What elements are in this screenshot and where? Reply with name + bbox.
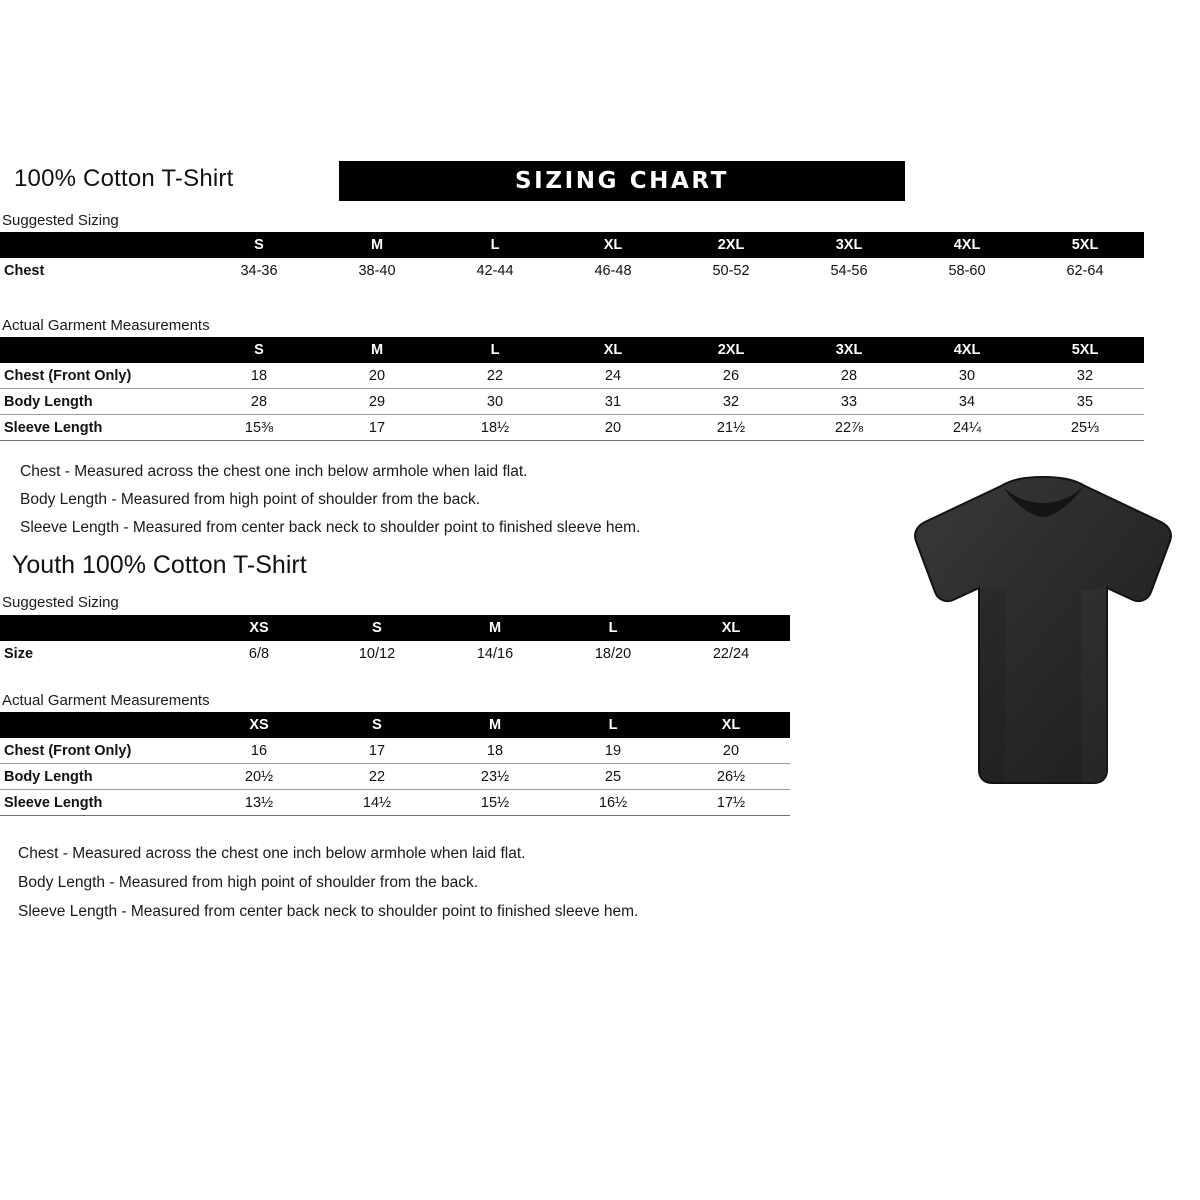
row-label: Chest (Front Only) — [0, 363, 200, 389]
adult-suggested-label: Suggested Sizing — [2, 212, 119, 229]
cell: 22⅞ — [790, 415, 908, 441]
col-head-0 — [0, 337, 200, 363]
cell: 14/16 — [436, 641, 554, 666]
adult-suggested-table — [0, 232, 1144, 283]
cell: 54-56 — [790, 258, 908, 283]
table-row — [0, 389, 1144, 415]
cell: 20 — [554, 415, 672, 441]
col-head-5: XL — [672, 615, 790, 641]
table-header-row — [0, 712, 790, 738]
row-label: Chest (Front Only) — [0, 738, 200, 764]
cell: 10/12 — [318, 641, 436, 666]
col-head-4: XL — [554, 337, 672, 363]
col-head-2: M — [318, 232, 436, 258]
adult-note-body-length: Body Length - Measured from high point of shoulder from the back. — [20, 491, 481, 508]
col-head-3: M — [436, 615, 554, 641]
youth-actual-table — [0, 712, 790, 816]
row-label: Body Length — [0, 764, 200, 790]
table-row — [0, 790, 790, 816]
cell: 18/20 — [554, 641, 672, 666]
col-head-5: 2XL — [672, 337, 790, 363]
col-head-3: L — [436, 232, 554, 258]
col-head-2: M — [318, 337, 436, 363]
col-head-5: 2XL — [672, 232, 790, 258]
cell: 24¼ — [908, 415, 1026, 441]
youth-actual-label: Actual Garment Measurements — [2, 692, 210, 709]
sizing-chart-banner — [339, 161, 905, 201]
col-head-0 — [0, 712, 200, 738]
youth-note-body-length: Body Length - Measured from high point of shoulder from the back. — [18, 874, 479, 891]
table-row — [0, 641, 790, 666]
col-head-4: XL — [554, 232, 672, 258]
cell: 17 — [318, 738, 436, 764]
cell: 22 — [436, 363, 554, 389]
col-head-2: S — [318, 712, 436, 738]
adult-note-chest: Chest - Measured across the chest one inch below armhole when laid flat. — [20, 463, 528, 480]
cell: 26½ — [672, 764, 790, 790]
cell: 21½ — [672, 415, 790, 441]
table-row — [0, 764, 790, 790]
cell: 32 — [1026, 363, 1144, 389]
cell: 24 — [554, 363, 672, 389]
adult-section-title: 100% Cotton T-Shirt — [14, 165, 234, 192]
table-row — [0, 738, 790, 764]
youth-note-sleeve-length: Sleeve Length - Measured from center back neck to shoulder point to finished sleeve hem. — [18, 903, 639, 920]
col-head-1: S — [200, 337, 318, 363]
col-head-7: 4XL — [908, 232, 1026, 258]
col-head-6: 3XL — [790, 232, 908, 258]
cell: 50-52 — [672, 258, 790, 283]
col-head-2: S — [318, 615, 436, 641]
table-row — [0, 415, 1144, 441]
col-head-1: XS — [200, 615, 318, 641]
cell: 20 — [318, 363, 436, 389]
cell: 15⅜ — [200, 415, 318, 441]
cell: 58-60 — [908, 258, 1026, 283]
cell: 18 — [200, 363, 318, 389]
row-label: Size — [0, 641, 200, 666]
col-head-3: L — [436, 337, 554, 363]
table-header-row — [0, 337, 1144, 363]
cell: 46-48 — [554, 258, 672, 283]
youth-section-title: Youth 100% Cotton T-Shirt — [12, 551, 307, 579]
cell: 17½ — [672, 790, 790, 816]
cell: 42-44 — [436, 258, 554, 283]
cell: 28 — [200, 389, 318, 415]
cell: 23½ — [436, 764, 554, 790]
cell: 13½ — [200, 790, 318, 816]
sizing-chart-banner-label: SIZING CHART — [515, 168, 729, 194]
tshirt-icon — [893, 470, 1193, 810]
cell: 26 — [672, 363, 790, 389]
table-header-row — [0, 232, 1144, 258]
cell: 30 — [436, 389, 554, 415]
cell: 18½ — [436, 415, 554, 441]
cell: 38-40 — [318, 258, 436, 283]
cell: 28 — [790, 363, 908, 389]
row-label: Sleeve Length — [0, 790, 200, 816]
adult-actual-label: Actual Garment Measurements — [2, 317, 210, 334]
cell: 62-64 — [1026, 258, 1144, 283]
cell: 34 — [908, 389, 1026, 415]
cell: 16 — [200, 738, 318, 764]
youth-suggested-label: Suggested Sizing — [2, 594, 119, 611]
col-head-4: L — [554, 615, 672, 641]
cell: 29 — [318, 389, 436, 415]
cell: 20½ — [200, 764, 318, 790]
cell: 22 — [318, 764, 436, 790]
table-row — [0, 258, 1144, 283]
cell: 15½ — [436, 790, 554, 816]
adult-actual-table — [0, 337, 1144, 441]
table-row — [0, 363, 1144, 389]
col-head-1: S — [200, 232, 318, 258]
col-head-4: L — [554, 712, 672, 738]
cell: 17 — [318, 415, 436, 441]
cell: 18 — [436, 738, 554, 764]
cell: 19 — [554, 738, 672, 764]
col-head-5: XL — [672, 712, 790, 738]
col-head-1: XS — [200, 712, 318, 738]
col-head-8: 5XL — [1026, 337, 1144, 363]
col-head-8: 5XL — [1026, 232, 1144, 258]
col-head-6: 3XL — [790, 337, 908, 363]
cell: 34-36 — [200, 258, 318, 283]
cell: 35 — [1026, 389, 1144, 415]
cell: 6/8 — [200, 641, 318, 666]
adult-note-sleeve-length: Sleeve Length - Measured from center back neck to shoulder point to finished sleeve hem. — [20, 519, 641, 536]
cell: 31 — [554, 389, 672, 415]
cell: 16½ — [554, 790, 672, 816]
col-head-3: M — [436, 712, 554, 738]
cell: 22/24 — [672, 641, 790, 666]
table-header-row — [0, 615, 790, 641]
tshirt-illustration — [893, 470, 1193, 810]
cell: 14½ — [318, 790, 436, 816]
youth-suggested-table — [0, 615, 790, 666]
youth-note-chest: Chest - Measured across the chest one inch below armhole when laid flat. — [18, 845, 526, 862]
col-head-0 — [0, 615, 200, 641]
cell: 32 — [672, 389, 790, 415]
cell: 25 — [554, 764, 672, 790]
row-label: Body Length — [0, 389, 200, 415]
col-head-0 — [0, 232, 200, 258]
cell: 20 — [672, 738, 790, 764]
cell: 30 — [908, 363, 1026, 389]
cell: 25⅓ — [1026, 415, 1144, 441]
row-label: Sleeve Length — [0, 415, 200, 441]
cell: 33 — [790, 389, 908, 415]
col-head-7: 4XL — [908, 337, 1026, 363]
row-label: Chest — [0, 258, 200, 283]
